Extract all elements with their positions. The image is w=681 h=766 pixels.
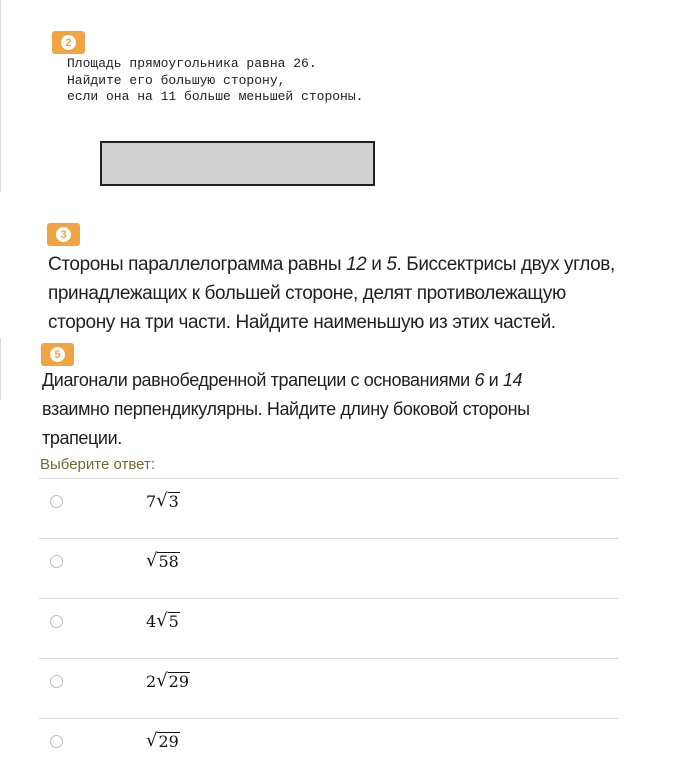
answer-option[interactable] [39,598,618,658]
option-value: 2 √ 29 [146,670,190,691]
option-value: √ 29 [146,730,179,751]
radio-button[interactable] [50,555,63,568]
question-line: принадлежащих к большей стороне, делят противолежащую [48,283,566,304]
question-line: взаимно перпендикулярны. Найдите длину боковой стороны [42,399,530,419]
question-number-badge [47,223,80,246]
radio-button[interactable] [50,615,63,628]
question-line: трапеции. [42,428,122,448]
radio-button[interactable] [50,735,63,748]
answer-option[interactable] [39,478,618,538]
question-text: Площадь прямоугольника равна 26. Найдите его большую сторону, если она на 11 больше меньшей стороны. [67,56,364,104]
question-line: Стороны параллелограмма равны 12 и 5. Биссектрисы двух углов, [48,254,615,275]
left-border [0,338,1,400]
question-number: 3 [56,227,71,242]
question-number: 5 [50,347,65,362]
answer-option[interactable] [39,658,618,718]
option-value: 7 √ 3 [146,490,179,511]
answer-option[interactable] [39,538,618,598]
radio-button[interactable] [50,495,63,508]
question-number-badge [52,31,85,54]
question-number: 2 [61,35,76,50]
answer-input[interactable] [100,141,375,186]
radio-button[interactable] [50,675,63,688]
left-border [0,0,1,192]
question-line: Диагонали равнобедренной трапеции с основаниями 6 и 14 [42,370,523,390]
question-text [48,250,615,337]
option-value: 4 √ 5 [146,610,179,631]
question-line: сторону на три части. Найдите наименьшую из этих частей. [48,312,556,333]
option-value: √ 58 [146,550,179,571]
question-number-badge [41,343,74,366]
question-text [42,366,530,453]
answer-prompt: Выберите ответ: [40,456,156,473]
answer-option[interactable] [39,718,618,766]
